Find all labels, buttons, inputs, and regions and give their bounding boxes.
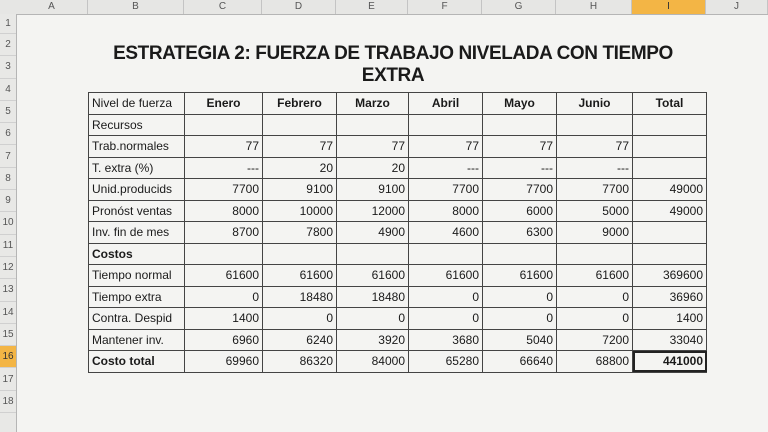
value-cell[interactable]: 441000 <box>633 351 707 373</box>
value-cell[interactable]: 7700 <box>185 179 263 201</box>
column-header-d[interactable]: D <box>262 0 336 14</box>
value-cell[interactable]: 33040 <box>633 329 707 351</box>
value-cell[interactable] <box>483 243 557 265</box>
value-cell[interactable]: 65280 <box>409 351 483 373</box>
value-cell[interactable]: 36960 <box>633 286 707 308</box>
column-header-bar <box>0 0 768 15</box>
value-cell[interactable]: 61600 <box>337 265 409 287</box>
value-cell[interactable]: 61600 <box>263 265 337 287</box>
value-cell[interactable]: 9100 <box>337 179 409 201</box>
value-cell[interactable]: 77 <box>185 136 263 158</box>
table-row <box>89 243 707 265</box>
column-header-h[interactable]: H <box>556 0 632 14</box>
value-cell[interactable]: 66640 <box>483 351 557 373</box>
value-cell[interactable]: 61600 <box>483 265 557 287</box>
row-header-bar <box>0 14 17 432</box>
value-cell[interactable]: 77 <box>263 136 337 158</box>
value-cell[interactable]: 5040 <box>483 329 557 351</box>
row-header[interactable]: 2 <box>0 34 16 56</box>
value-cell[interactable] <box>409 243 483 265</box>
row-label-cell[interactable]: Trab.normales <box>89 136 185 158</box>
value-cell[interactable] <box>263 114 337 136</box>
row-header[interactable]: 17 <box>0 369 16 391</box>
value-cell[interactable]: 18480 <box>337 286 409 308</box>
value-cell[interactable]: 4900 <box>337 222 409 244</box>
value-cell[interactable]: 84000 <box>337 351 409 373</box>
value-cell[interactable]: 77 <box>409 136 483 158</box>
row-label-cell[interactable]: Inv. fin de mes <box>89 222 185 244</box>
value-cell[interactable]: 7200 <box>557 329 633 351</box>
data-table <box>88 92 707 373</box>
table-row <box>89 114 707 136</box>
value-cell[interactable]: 0 <box>409 286 483 308</box>
value-cell[interactable]: 49000 <box>633 179 707 201</box>
value-cell[interactable]: 77 <box>557 136 633 158</box>
table-row <box>89 265 707 287</box>
value-cell[interactable]: 6300 <box>483 222 557 244</box>
row-label-header[interactable]: Nivel de fuerza <box>89 93 185 115</box>
value-cell[interactable] <box>337 243 409 265</box>
row-label-cell[interactable]: Mantener inv. <box>89 329 185 351</box>
column-title[interactable]: Enero <box>185 93 263 115</box>
column-title[interactable]: Junio <box>557 93 633 115</box>
value-cell[interactable] <box>557 114 633 136</box>
row-header[interactable]: 3 <box>0 56 16 78</box>
value-cell[interactable] <box>185 114 263 136</box>
table-row <box>89 179 707 201</box>
row-header[interactable]: 14 <box>0 302 16 324</box>
value-cell[interactable]: --- <box>557 157 633 179</box>
value-cell[interactable]: 86320 <box>263 351 337 373</box>
row-header[interactable]: 1 <box>0 14 16 34</box>
value-cell[interactable]: 0 <box>483 308 557 330</box>
value-cell[interactable]: 6240 <box>263 329 337 351</box>
value-cell[interactable]: 77 <box>337 136 409 158</box>
value-cell[interactable] <box>263 243 337 265</box>
value-cell[interactable] <box>409 114 483 136</box>
row-header[interactable]: 9 <box>0 190 16 212</box>
value-cell[interactable]: 0 <box>337 308 409 330</box>
column-header-b[interactable]: B <box>88 0 184 14</box>
column-title[interactable]: Mayo <box>483 93 557 115</box>
value-cell[interactable] <box>633 157 707 179</box>
column-title[interactable]: Marzo <box>337 93 409 115</box>
row-header[interactable]: 16 <box>0 346 16 368</box>
table-row <box>89 351 707 373</box>
table-row <box>89 286 707 308</box>
value-cell[interactable]: --- <box>409 157 483 179</box>
value-cell[interactable]: 12000 <box>337 200 409 222</box>
row-label-cell[interactable]: Contra. Despid <box>89 308 185 330</box>
column-header-j[interactable]: J <box>706 0 768 14</box>
column-header-c[interactable]: C <box>184 0 262 14</box>
value-cell[interactable]: 6000 <box>483 200 557 222</box>
row-header[interactable]: 18 <box>0 391 16 413</box>
value-cell[interactable]: 7700 <box>557 179 633 201</box>
value-cell[interactable] <box>633 222 707 244</box>
value-cell[interactable]: 0 <box>185 286 263 308</box>
column-title[interactable]: Total <box>633 93 707 115</box>
value-cell[interactable]: 8000 <box>185 200 263 222</box>
value-cell[interactable] <box>633 136 707 158</box>
table-row <box>89 157 707 179</box>
row-label-cell[interactable]: T. extra (%) <box>89 157 185 179</box>
value-cell[interactable]: 369600 <box>633 265 707 287</box>
table-row <box>89 200 707 222</box>
value-cell[interactable]: 7700 <box>483 179 557 201</box>
row-header[interactable]: 8 <box>0 168 16 190</box>
value-cell[interactable]: 3680 <box>409 329 483 351</box>
row-header[interactable]: 13 <box>0 279 16 301</box>
table-row <box>89 222 707 244</box>
value-cell[interactable]: 20 <box>337 157 409 179</box>
value-cell[interactable]: 3920 <box>337 329 409 351</box>
value-cell[interactable]: 1400 <box>185 308 263 330</box>
column-title[interactable]: Abril <box>409 93 483 115</box>
value-cell[interactable]: 8700 <box>185 222 263 244</box>
row-header[interactable]: 5 <box>0 101 16 123</box>
value-cell[interactable]: 69960 <box>185 351 263 373</box>
row-header[interactable]: 11 <box>0 235 16 257</box>
table-row <box>89 329 707 351</box>
value-cell[interactable] <box>633 243 707 265</box>
row-label-cell[interactable]: Tiempo normal <box>89 265 185 287</box>
value-cell[interactable]: 9000 <box>557 222 633 244</box>
table-row <box>89 308 707 330</box>
value-cell[interactable]: 68800 <box>557 351 633 373</box>
value-cell[interactable]: 9100 <box>263 179 337 201</box>
row-header[interactable]: 12 <box>0 257 16 279</box>
value-cell[interactable]: 8000 <box>409 200 483 222</box>
value-cell[interactable]: 61600 <box>409 265 483 287</box>
column-header-f[interactable]: F <box>408 0 482 14</box>
column-header-i[interactable]: I <box>632 0 706 14</box>
row-label-cell[interactable]: Unid.producids <box>89 179 185 201</box>
row-header[interactable]: 7 <box>0 146 16 168</box>
value-cell[interactable]: 1400 <box>633 308 707 330</box>
value-cell[interactable]: 61600 <box>557 265 633 287</box>
row-header[interactable]: 6 <box>0 123 16 145</box>
value-cell[interactable]: 77 <box>483 136 557 158</box>
table-header-row <box>89 93 707 115</box>
value-cell[interactable]: 0 <box>557 308 633 330</box>
value-cell[interactable]: 0 <box>557 286 633 308</box>
row-label-cell[interactable]: Costo total <box>89 351 185 373</box>
value-cell[interactable]: 61600 <box>185 265 263 287</box>
column-header-e[interactable]: E <box>336 0 408 14</box>
sheet-title[interactable]: ESTRATEGIA 2: FUERZA DE TRABAJO NIVELADA CON TIEMPO EXTRA <box>113 43 673 86</box>
value-cell[interactable]: 6960 <box>185 329 263 351</box>
row-label-cell[interactable]: Recursos <box>89 114 185 136</box>
value-cell[interactable]: 10000 <box>263 200 337 222</box>
value-cell[interactable]: 18480 <box>263 286 337 308</box>
row-label-cell[interactable]: Costos <box>89 243 185 265</box>
value-cell[interactable]: 20 <box>263 157 337 179</box>
row-label-cell[interactable]: Pronóst ventas <box>89 200 185 222</box>
value-cell[interactable]: --- <box>483 157 557 179</box>
column-header-a[interactable]: A <box>16 0 88 14</box>
row-header[interactable]: 10 <box>0 212 16 234</box>
value-cell[interactable]: 7800 <box>263 222 337 244</box>
value-cell[interactable]: 7700 <box>409 179 483 201</box>
value-cell[interactable]: 5000 <box>557 200 633 222</box>
value-cell[interactable] <box>483 114 557 136</box>
value-cell[interactable]: --- <box>185 157 263 179</box>
table-row <box>89 136 707 158</box>
value-cell[interactable]: 0 <box>263 308 337 330</box>
value-cell[interactable]: 0 <box>409 308 483 330</box>
value-cell[interactable]: 0 <box>483 286 557 308</box>
row-header[interactable]: 15 <box>0 324 16 346</box>
column-header-g[interactable]: G <box>482 0 556 14</box>
value-cell[interactable] <box>633 114 707 136</box>
row-header[interactable]: 4 <box>0 79 16 101</box>
row-label-cell[interactable]: Tiempo extra <box>89 286 185 308</box>
value-cell[interactable]: 49000 <box>633 200 707 222</box>
value-cell[interactable] <box>557 243 633 265</box>
column-title[interactable]: Febrero <box>263 93 337 115</box>
value-cell[interactable]: 4600 <box>409 222 483 244</box>
value-cell[interactable] <box>185 243 263 265</box>
value-cell[interactable] <box>337 114 409 136</box>
